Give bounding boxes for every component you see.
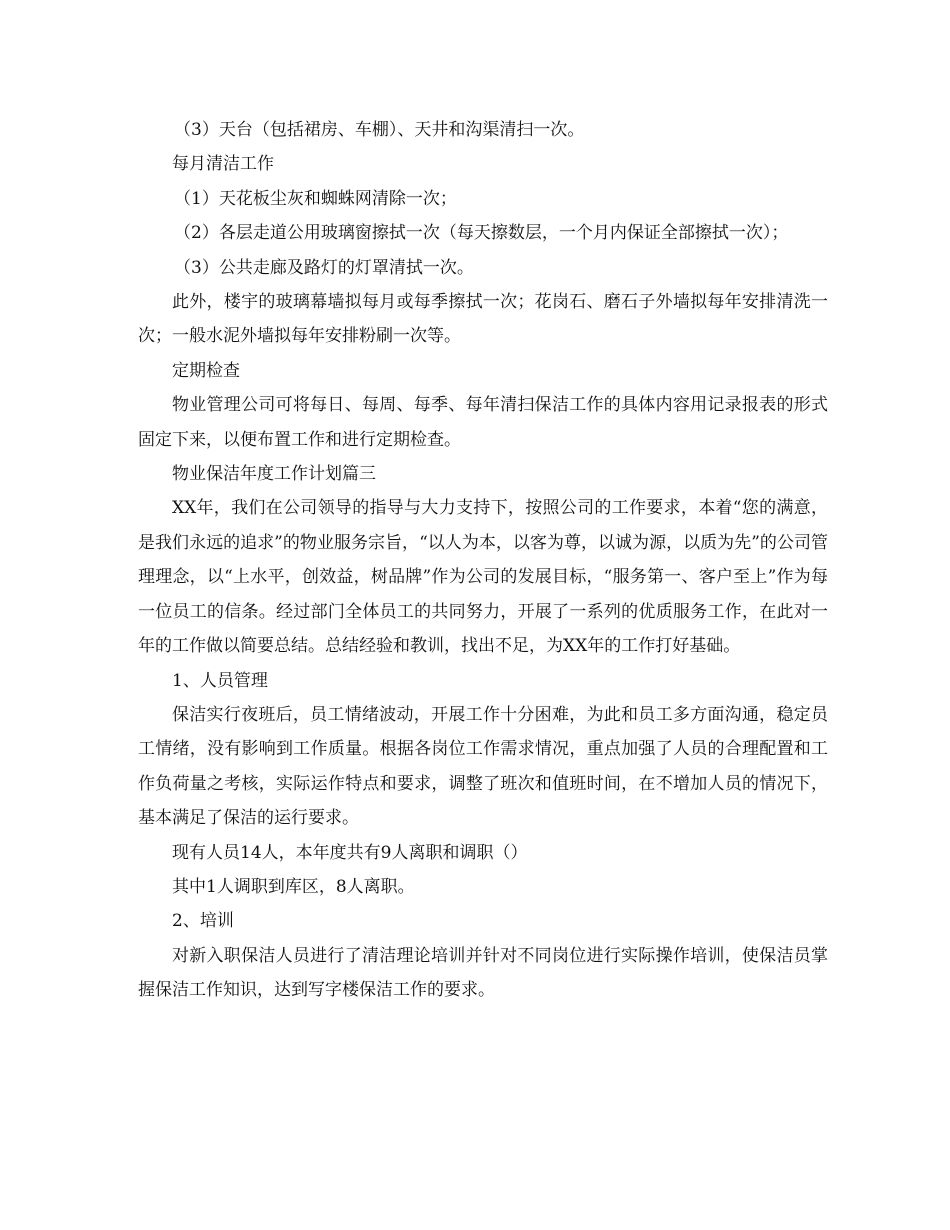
list-item-rooftop-cleaning: （3）天台（包括裙房、车棚）、天井和沟渠清扫一次。 xyxy=(174,120,585,140)
list-item-ceiling-dust: （1）天花板尘灰和蜘蛛网清除一次； xyxy=(174,188,457,209)
paragraph-exterior-walls: 此外，楼宇的玻璃幕墙拟每月或每季擦拭一次；花岗石、磨石子外墙拟每年安排清洗一次；一般水泥外墙拟每年安排粉刷一次等。 xyxy=(138,292,828,347)
paragraph-annual-summary: XX年，我们在公司领导的指导与大力支持下，按照公司的工作要求，本着“您的满意，是我们永远的追求”的物业服务宗旨，“以人为本，以客为尊，以诚为源，以质为先”的公司管理理念，以“上水平，创效益，树品牌”作为公司的发展目标，“服务第一、客户至上”作为每一位员工的信条。经过部门全体员工的共同努力，开展了一系列的优质服务工作，在此对一年的工作做以简要总结。总结经验和教训，找出不足，为XX年的工作打好基础。 xyxy=(138,498,828,657)
paragraph-training-details: 对新入职保洁人员进行了清洁理论培训并针对不同岗位进行实际操作培训，使保洁员掌握保洁工作知识，达到写字楼保洁工作的要求。 xyxy=(138,945,828,1001)
list-item-window-wiping: （2）各层走道公用玻璃窗擦拭一次（每天擦数层，一个月内保证全部擦拭一次）； xyxy=(174,223,789,244)
paragraph-inspection-records: 物业管理公司可将每日、每周、每季、每年清扫保洁工作的具体内容用记录报表的形式固定下来，以便布置工作和进行定期检查。 xyxy=(138,395,828,450)
paragraph-night-shift: 保洁实行夜班后，员工情绪波动，开展工作十分困难，为此和员工多方面沟通，稳定员工情绪，没有影响到工作质量。根据各岗位工作需求情况，重点加强了人员的合理配置和工作负荷量之考核，实际运作特点和要求，调整了班次和值班时间，在不增加人员的情况下，基本满足了保洁的运行要求。 xyxy=(138,704,828,829)
list-item-lamp-shades: （3）公共走廊及路灯的灯罩清拭一次。 xyxy=(174,257,474,278)
section-heading-regular-inspection: 定期检查 xyxy=(172,360,240,381)
paragraph-staff-count: 现有人员14人，本年度共有9人离职和调职（） xyxy=(172,842,528,863)
document-body xyxy=(138,113,828,1008)
section-heading-plan-part-three: 物业保洁年度工作计划篇三 xyxy=(172,464,376,485)
section-heading-training: 2、培训 xyxy=(172,911,234,932)
paragraph-staff-departures: 其中1人调职到库区，8人离职。 xyxy=(172,876,415,897)
section-heading-monthly-cleaning: 每月清洁工作 xyxy=(172,154,274,175)
section-heading-staff-management: 1、人员管理 xyxy=(172,670,268,691)
